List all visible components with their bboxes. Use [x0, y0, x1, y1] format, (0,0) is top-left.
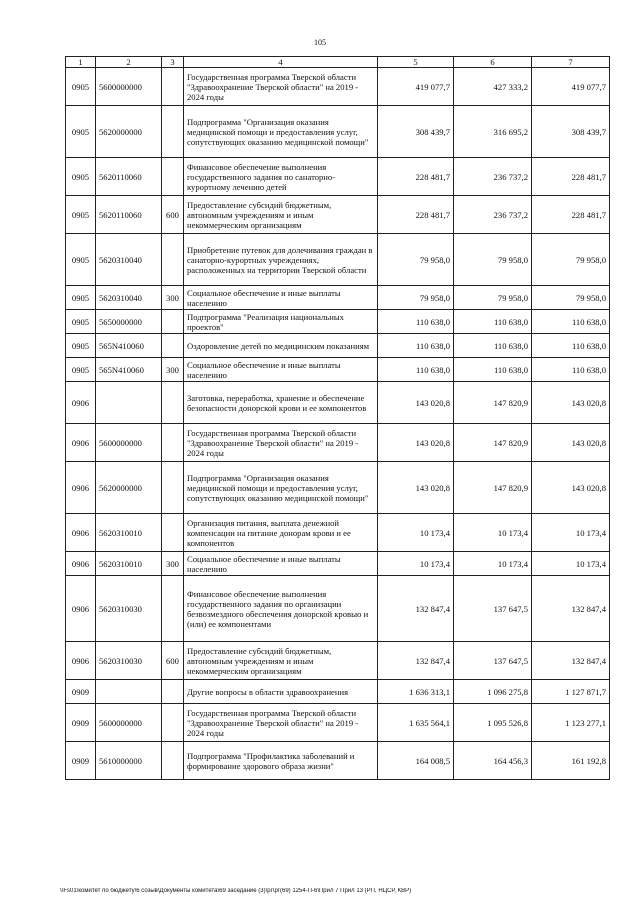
target-article-cell: 565N410060 — [96, 334, 162, 358]
target-article-cell: 5620110060 — [96, 158, 162, 196]
amount-col6-cell: 1 096 275,8 — [454, 680, 532, 704]
amount-col7-cell: 79 958,0 — [532, 286, 610, 310]
target-article-cell: 5600000000 — [96, 424, 162, 462]
amount-col7-cell: 110 638,0 — [532, 358, 610, 382]
table-row — [66, 382, 610, 424]
amount-col7-cell: 143 020,8 — [532, 382, 610, 424]
amount-col6-cell: 147 820,9 — [454, 462, 532, 514]
target-article-cell: 5620000000 — [96, 106, 162, 158]
section-code-cell: 0905 — [66, 68, 96, 106]
expense-type-cell — [162, 106, 184, 158]
table-row — [66, 106, 610, 158]
item-name-cell: Государственная программа Тверской области "Здравоохранение Тверской области" на 2019 - 2024 годы — [184, 68, 378, 106]
target-article-cell — [96, 680, 162, 704]
table-row — [66, 552, 610, 576]
amount-col5-cell: 110 638,0 — [378, 358, 454, 382]
column-header: 1 — [66, 57, 96, 68]
amount-col6-cell: 137 647,5 — [454, 576, 532, 642]
expense-type-cell — [162, 680, 184, 704]
expense-type-cell — [162, 424, 184, 462]
amount-col5-cell: 132 847,4 — [378, 576, 454, 642]
expense-type-cell — [162, 462, 184, 514]
item-name-cell: Финансовое обеспечение выполнения государственного задания по организации безвозмездного обеспечения донорской кровью и (или) ее компонентами — [184, 576, 378, 642]
expense-type-cell — [162, 68, 184, 106]
target-article-cell: 565N410060 — [96, 358, 162, 382]
target-article-cell: 5610000000 — [96, 742, 162, 780]
amount-col7-cell: 132 847,4 — [532, 642, 610, 680]
amount-col7-cell: 143 020,8 — [532, 424, 610, 462]
item-name-cell: Социальное обеспечение и иные выплаты населению — [184, 358, 378, 382]
section-code-cell: 0906 — [66, 382, 96, 424]
column-header: 6 — [454, 57, 532, 68]
item-name-cell: Подпрограмма "Организация оказания медицинской помощи и предоставления услуг, сопутствующих оказанию медицинской помощи" — [184, 462, 378, 514]
amount-col6-cell: 427 333,2 — [454, 68, 532, 106]
section-code-cell: 0905 — [66, 310, 96, 334]
target-article-cell: 5620310010 — [96, 514, 162, 552]
amount-col5-cell: 110 638,0 — [378, 310, 454, 334]
amount-col5-cell: 79 958,0 — [378, 286, 454, 310]
section-code-cell: 0905 — [66, 158, 96, 196]
amount-col6-cell: 10 173,4 — [454, 552, 532, 576]
budget-table — [65, 56, 610, 780]
amount-col5-cell: 228 481,7 — [378, 158, 454, 196]
section-code-cell: 0906 — [66, 462, 96, 514]
table-row — [66, 196, 610, 234]
table-row — [66, 286, 610, 310]
amount-col7-cell: 161 192,8 — [532, 742, 610, 780]
target-article-cell: 5620310030 — [96, 576, 162, 642]
target-article-cell: 5620310030 — [96, 642, 162, 680]
table-row — [66, 642, 610, 680]
table-header-row — [66, 57, 610, 68]
item-name-cell: Финансовое обеспечение выполнения государственного задания по санаторно-курортному лечению детей — [184, 158, 378, 196]
item-name-cell: Подпрограмма "Профилактика заболеваний и формирование здорового образа жизни" — [184, 742, 378, 780]
target-article-cell: 5620110060 — [96, 196, 162, 234]
section-code-cell: 0909 — [66, 704, 96, 742]
table-row — [66, 704, 610, 742]
item-name-cell: Заготовка, переработка, хранение и обеспечение безопасности донорской крови и ее компонентов — [184, 382, 378, 424]
amount-col7-cell: 110 638,0 — [532, 334, 610, 358]
table-row — [66, 514, 610, 552]
expense-type-cell: 300 — [162, 358, 184, 382]
amount-col5-cell: 143 020,8 — [378, 424, 454, 462]
section-code-cell: 0905 — [66, 234, 96, 286]
expense-type-cell: 300 — [162, 552, 184, 576]
section-code-cell: 0906 — [66, 642, 96, 680]
amount-col5-cell: 79 958,0 — [378, 234, 454, 286]
amount-col7-cell: 79 958,0 — [532, 234, 610, 286]
expense-type-cell: 300 — [162, 286, 184, 310]
table-row — [66, 576, 610, 642]
section-code-cell: 0905 — [66, 334, 96, 358]
expense-type-cell — [162, 704, 184, 742]
table-row — [66, 680, 610, 704]
column-header: 4 — [184, 57, 378, 68]
expense-type-cell — [162, 334, 184, 358]
item-name-cell: Предоставление субсидий бюджетным, автономным учреждениям и иным некоммерческим организациям — [184, 196, 378, 234]
table-row — [66, 234, 610, 286]
amount-col5-cell: 1 636 313,1 — [378, 680, 454, 704]
amount-col6-cell: 110 638,0 — [454, 358, 532, 382]
table-row — [66, 334, 610, 358]
column-header: 3 — [162, 57, 184, 68]
target-article-cell: 5620310040 — [96, 234, 162, 286]
amount-col6-cell: 110 638,0 — [454, 334, 532, 358]
target-article-cell: 5620310040 — [96, 286, 162, 310]
amount-col5-cell: 419 077,7 — [378, 68, 454, 106]
amount-col5-cell: 164 008,5 — [378, 742, 454, 780]
target-article-cell: 5650000000 — [96, 310, 162, 334]
amount-col6-cell: 137 647,5 — [454, 642, 532, 680]
amount-col6-cell: 147 820,9 — [454, 382, 532, 424]
amount-col5-cell: 10 173,4 — [378, 552, 454, 576]
table-row — [66, 462, 610, 514]
section-code-cell: 0905 — [66, 358, 96, 382]
section-code-cell: 0906 — [66, 552, 96, 576]
item-name-cell: Предоставление субсидий бюджетным, автономным учреждениям и иным некоммерческим организациям — [184, 642, 378, 680]
amount-col7-cell: 10 173,4 — [532, 514, 610, 552]
expense-type-cell — [162, 514, 184, 552]
expense-type-cell: 600 — [162, 642, 184, 680]
amount-col6-cell: 147 820,9 — [454, 424, 532, 462]
table-row — [66, 424, 610, 462]
amount-col7-cell: 110 638,0 — [532, 310, 610, 334]
amount-col6-cell: 79 958,0 — [454, 286, 532, 310]
expense-type-cell — [162, 158, 184, 196]
table-row — [66, 310, 610, 334]
amount-col6-cell: 110 638,0 — [454, 310, 532, 334]
amount-col5-cell: 143 020,8 — [378, 382, 454, 424]
footer-file-path: \\Fs01\комитет по бюджету\6 созыв\Документы комитета\69 заседание (3)\рг\рг(69) 1254-П-6\Прил 7 Прил 13 (РП, НЦСР, КВР) — [60, 888, 412, 894]
item-name-cell: Приобретение путевок для долечивания граждан в санаторно-курортных учреждениях, расположенных на территории Тверской области — [184, 234, 378, 286]
item-name-cell: Государственная программа Тверской области "Здравоохранение Тверской области" на 2019 - 2024 годы — [184, 704, 378, 742]
amount-col5-cell: 132 847,4 — [378, 642, 454, 680]
amount-col7-cell: 1 123 277,1 — [532, 704, 610, 742]
target-article-cell: 5620000000 — [96, 462, 162, 514]
amount-col6-cell: 79 958,0 — [454, 234, 532, 286]
amount-col7-cell: 308 439,7 — [532, 106, 610, 158]
amount-col6-cell: 1 095 526,8 — [454, 704, 532, 742]
section-code-cell: 0909 — [66, 742, 96, 780]
amount-col6-cell: 236 737,2 — [454, 196, 532, 234]
target-article-cell — [96, 382, 162, 424]
table-row — [66, 358, 610, 382]
column-header: 7 — [532, 57, 610, 68]
amount-col7-cell: 143 020,8 — [532, 462, 610, 514]
item-name-cell: Социальное обеспечение и иные выплаты населению — [184, 286, 378, 310]
amount-col7-cell: 10 173,4 — [532, 552, 610, 576]
expense-type-cell — [162, 742, 184, 780]
amount-col6-cell: 236 737,2 — [454, 158, 532, 196]
section-code-cell: 0905 — [66, 106, 96, 158]
amount-col5-cell: 228 481,7 — [378, 196, 454, 234]
section-code-cell: 0905 — [66, 196, 96, 234]
section-code-cell: 0909 — [66, 680, 96, 704]
item-name-cell: Другие вопросы в области здравоохранения — [184, 680, 378, 704]
target-article-cell: 5600000000 — [96, 704, 162, 742]
amount-col7-cell: 228 481,7 — [532, 158, 610, 196]
section-code-cell: 0905 — [66, 286, 96, 310]
column-header: 5 — [378, 57, 454, 68]
item-name-cell: Оздоровление детей по медицинским показаниям — [184, 334, 378, 358]
amount-col6-cell: 316 695,2 — [454, 106, 532, 158]
expense-type-cell — [162, 234, 184, 286]
target-article-cell: 5620310010 — [96, 552, 162, 576]
amount-col5-cell: 1 635 564,1 — [378, 704, 454, 742]
amount-col6-cell: 164 456,3 — [454, 742, 532, 780]
section-code-cell: 0906 — [66, 576, 96, 642]
expense-type-cell — [162, 576, 184, 642]
section-code-cell: 0906 — [66, 514, 96, 552]
table-row — [66, 158, 610, 196]
amount-col7-cell: 132 847,4 — [532, 576, 610, 642]
expense-type-cell — [162, 382, 184, 424]
item-name-cell: Подпрограмма "Реализация национальных проектов" — [184, 310, 378, 334]
amount-col6-cell: 10 173,4 — [454, 514, 532, 552]
amount-col5-cell: 143 020,8 — [378, 462, 454, 514]
amount-col5-cell: 10 173,4 — [378, 514, 454, 552]
section-code-cell: 0906 — [66, 424, 96, 462]
amount-col7-cell: 1 127 871,7 — [532, 680, 610, 704]
amount-col5-cell: 308 439,7 — [378, 106, 454, 158]
target-article-cell: 5600000000 — [96, 68, 162, 106]
page-number: 105 — [314, 38, 326, 47]
item-name-cell: Организация питания, выплата денежной компенсации на питание донорам крови и ее компонентов — [184, 514, 378, 552]
item-name-cell: Государственная программа Тверской области "Здравоохранение Тверской области" на 2019 - 2024 годы — [184, 424, 378, 462]
item-name-cell: Подпрограмма "Организация оказания медицинской помощи и предоставления услуг, сопутствующих оказанию медицинской помощи" — [184, 106, 378, 158]
table-row — [66, 68, 610, 106]
column-header: 2 — [96, 57, 162, 68]
amount-col7-cell: 228 481,7 — [532, 196, 610, 234]
amount-col7-cell: 419 077,7 — [532, 68, 610, 106]
table-row — [66, 742, 610, 780]
item-name-cell: Социальное обеспечение и иные выплаты населению — [184, 552, 378, 576]
amount-col5-cell: 110 638,0 — [378, 334, 454, 358]
expense-type-cell — [162, 310, 184, 334]
expense-type-cell: 600 — [162, 196, 184, 234]
